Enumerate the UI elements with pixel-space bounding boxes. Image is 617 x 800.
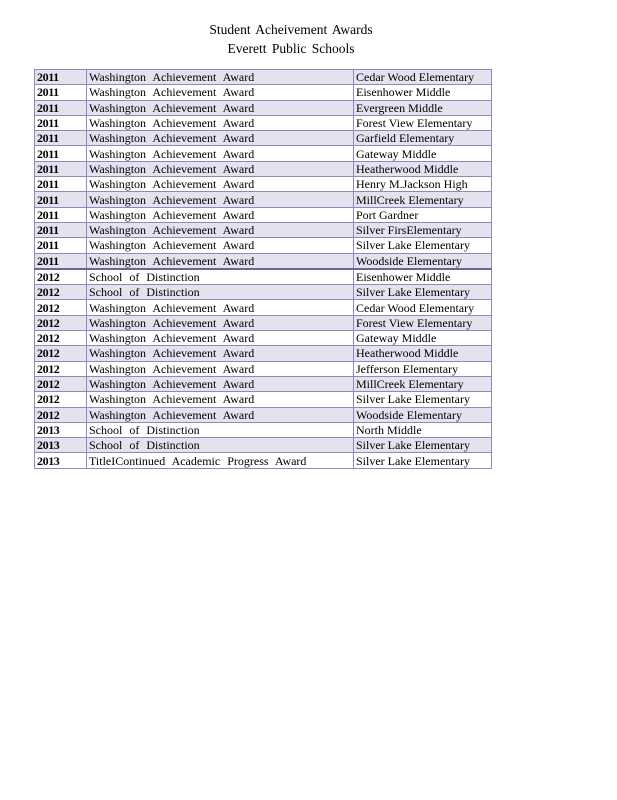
award-cell: School of Distinction [87, 422, 354, 437]
award-cell: School of Distinction [87, 285, 354, 300]
award-cell: Washington Achievement Award [87, 115, 354, 130]
awards-table [34, 69, 492, 469]
awards-table-body [35, 70, 492, 469]
table-row [35, 453, 492, 468]
school-cell: Silver FirsElementary [354, 222, 492, 237]
award-cell: Washington Achievement Award [87, 392, 354, 407]
award-cell: TitleIContinued Academic Progress Award [87, 453, 354, 468]
year-cell: 2011 [35, 177, 87, 192]
award-cell: Washington Achievement Award [87, 131, 354, 146]
year-cell: 2011 [35, 85, 87, 100]
award-cell: Washington Achievement Award [87, 177, 354, 192]
school-cell: Silver Lake Elementary [354, 238, 492, 253]
school-cell: Heatherwood Middle [354, 346, 492, 361]
table-row [35, 131, 492, 146]
table-row [35, 376, 492, 391]
year-cell: 2011 [35, 207, 87, 222]
school-cell: Gateway Middle [354, 146, 492, 161]
school-cell: MillCreek Elementary [354, 192, 492, 207]
award-cell: Washington Achievement Award [87, 346, 354, 361]
year-cell: 2011 [35, 70, 87, 85]
table-row [35, 192, 492, 207]
table-row [35, 361, 492, 376]
award-cell: Washington Achievement Award [87, 300, 354, 315]
award-cell: Washington Achievement Award [87, 161, 354, 176]
table-row [35, 85, 492, 100]
year-cell: 2012 [35, 269, 87, 285]
year-cell: 2012 [35, 315, 87, 330]
school-cell: Woodside Elementary [354, 253, 492, 269]
year-cell: 2011 [35, 192, 87, 207]
school-cell: Jefferson Elementary [354, 361, 492, 376]
school-cell: Silver Lake Elementary [354, 438, 492, 453]
table-row [35, 207, 492, 222]
table-row [35, 161, 492, 176]
school-cell: Heatherwood Middle [354, 161, 492, 176]
award-cell: Washington Achievement Award [87, 100, 354, 115]
document-subtitle: Everett Public Schools [227, 41, 355, 56]
year-cell: 2011 [35, 253, 87, 269]
year-cell: 2011 [35, 146, 87, 161]
school-cell: Forest View Elementary [354, 115, 492, 130]
year-cell: 2011 [35, 238, 87, 253]
year-cell: 2012 [35, 331, 87, 346]
year-cell: 2011 [35, 222, 87, 237]
school-cell: Silver Lake Elementary [354, 453, 492, 468]
table-row [35, 146, 492, 161]
year-cell: 2012 [35, 392, 87, 407]
table-row [35, 422, 492, 437]
table-row [35, 315, 492, 330]
table-row [35, 285, 492, 300]
year-cell: 2013 [35, 453, 87, 468]
school-cell: MillCreek Elementary [354, 376, 492, 391]
award-cell: Washington Achievement Award [87, 331, 354, 346]
table-row [35, 392, 492, 407]
year-cell: 2011 [35, 131, 87, 146]
school-cell: Eisenhower Middle [354, 85, 492, 100]
school-cell: Port Gardner [354, 207, 492, 222]
school-cell: Silver Lake Elementary [354, 285, 492, 300]
year-cell: 2011 [35, 100, 87, 115]
year-cell: 2011 [35, 161, 87, 176]
school-cell: Woodside Elementary [354, 407, 492, 422]
table-row [35, 115, 492, 130]
school-cell: Cedar Wood Elementary [354, 300, 492, 315]
table-row [35, 331, 492, 346]
year-cell: 2012 [35, 300, 87, 315]
table-row [35, 253, 492, 269]
award-cell: Washington Achievement Award [87, 85, 354, 100]
year-cell: 2012 [35, 346, 87, 361]
award-cell: School of Distinction [87, 438, 354, 453]
document-title: Student Acheivement Awards [209, 22, 373, 37]
school-cell: Henry M.Jackson High [354, 177, 492, 192]
school-cell: North Middle [354, 422, 492, 437]
award-cell: Washington Achievement Award [87, 253, 354, 269]
award-cell: Washington Achievement Award [87, 70, 354, 85]
award-cell: Washington Achievement Award [87, 361, 354, 376]
table-row [35, 407, 492, 422]
table-row [35, 177, 492, 192]
year-cell: 2012 [35, 285, 87, 300]
table-row [35, 300, 492, 315]
table-row [35, 70, 492, 85]
award-cell: Washington Achievement Award [87, 192, 354, 207]
year-cell: 2013 [35, 438, 87, 453]
year-cell: 2012 [35, 361, 87, 376]
table-row [35, 269, 492, 285]
award-cell: Washington Achievement Award [87, 407, 354, 422]
document-header [0, 20, 582, 58]
year-cell: 2013 [35, 422, 87, 437]
table-row [35, 100, 492, 115]
table-row [35, 222, 492, 237]
year-cell: 2011 [35, 115, 87, 130]
school-cell: Eisenhower Middle [354, 269, 492, 285]
table-row [35, 346, 492, 361]
table-row [35, 238, 492, 253]
school-cell: Garfield Elementary [354, 131, 492, 146]
school-cell: Cedar Wood Elementary [354, 70, 492, 85]
award-cell: Washington Achievement Award [87, 146, 354, 161]
award-cell: Washington Achievement Award [87, 222, 354, 237]
award-cell: Washington Achievement Award [87, 238, 354, 253]
school-cell: Forest View Elementary [354, 315, 492, 330]
award-cell: School of Distinction [87, 269, 354, 285]
award-cell: Washington Achievement Award [87, 315, 354, 330]
table-row [35, 438, 492, 453]
award-cell: Washington Achievement Award [87, 376, 354, 391]
year-cell: 2012 [35, 376, 87, 391]
school-cell: Evergreen Middle [354, 100, 492, 115]
award-cell: Washington Achievement Award [87, 207, 354, 222]
school-cell: Gateway Middle [354, 331, 492, 346]
year-cell: 2012 [35, 407, 87, 422]
school-cell: Silver Lake Elementary [354, 392, 492, 407]
